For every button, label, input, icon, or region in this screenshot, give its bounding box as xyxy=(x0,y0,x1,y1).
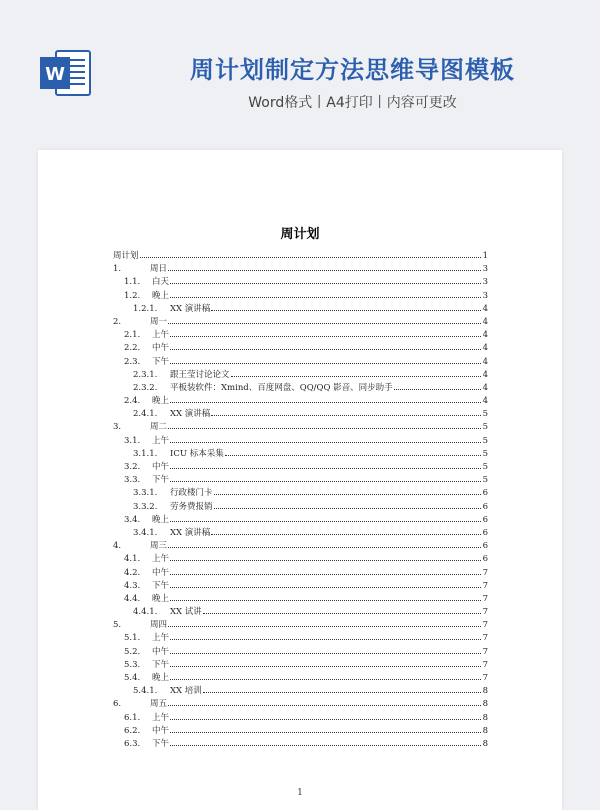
toc-entry-page: 5 xyxy=(482,409,488,420)
toc-entry-number: 3.2. xyxy=(124,462,141,472)
toc-dot-leader xyxy=(168,421,481,429)
toc-entry[interactable] xyxy=(113,394,488,407)
toc-entry-text: 行政楼门卡 xyxy=(170,488,213,499)
toc-entry-text: 晚上 xyxy=(152,290,170,301)
toc-entry-number: 6. xyxy=(113,699,122,710)
toc-entry[interactable] xyxy=(113,605,488,618)
toc-entry-text: 周计划 xyxy=(113,251,139,261)
toc-entry-text: 周五 xyxy=(150,699,168,710)
toc-entry[interactable] xyxy=(113,684,488,697)
toc-entry[interactable] xyxy=(113,407,488,420)
toc-entry[interactable] xyxy=(113,368,488,381)
toc-entry[interactable] xyxy=(113,724,488,737)
toc-entry[interactable] xyxy=(113,658,488,671)
toc-entry[interactable] xyxy=(113,420,488,433)
toc-entry-number: 3.3.1. xyxy=(133,488,158,499)
toc-entry-text: XX 试讲 xyxy=(170,607,202,618)
page-number: 1 xyxy=(297,788,303,798)
toc-entry-text: 上午 xyxy=(152,633,170,644)
toc-entry-text: XX 演讲稿 xyxy=(170,303,211,314)
toc-dot-leader xyxy=(168,619,481,627)
toc-entry[interactable] xyxy=(113,737,488,750)
toc-dot-leader xyxy=(170,342,481,350)
toc-entry-text: 平板装软件：Xmind、百度网盘、QQ/QQ 影音、同步助手 xyxy=(170,382,393,393)
toc-entry-number: 1.1. xyxy=(124,277,141,288)
toc-dot-leader xyxy=(170,290,481,298)
toc-entry-text: 劳务费报销 xyxy=(170,501,213,512)
toc-entry-number: 4.1. xyxy=(124,554,141,565)
toc-dot-leader xyxy=(211,408,481,416)
toc-dot-leader xyxy=(170,553,481,561)
toc-dot-leader xyxy=(211,527,481,535)
toc-dot-leader xyxy=(170,276,481,284)
toc-entry-number: 3.4.1. xyxy=(133,527,158,538)
word-icon-letter: W xyxy=(45,64,65,85)
toc-dot-leader xyxy=(170,474,481,482)
toc-entry-text: 上午 xyxy=(152,554,170,565)
toc-entry-page: 6 xyxy=(482,501,488,512)
toc-entry-text: 下午 xyxy=(152,659,170,670)
toc-entry-text: 晚上 xyxy=(152,396,170,407)
toc-dot-leader xyxy=(170,580,481,588)
toc-entry-page: 4 xyxy=(482,303,488,314)
toc-entry-page: 7 xyxy=(482,646,488,657)
toc-dot-leader xyxy=(231,369,481,377)
toc-entry-number: 1.2.1. xyxy=(133,303,158,314)
toc-entry-number: 4.4.1. xyxy=(133,607,158,618)
toc-dot-leader xyxy=(170,659,481,667)
toc-entry-number: 3.1. xyxy=(124,435,141,446)
toc-entry-number: 5.4. xyxy=(124,673,141,683)
toc-entry-page: 4 xyxy=(482,316,488,327)
toc-entry-number: 5.3. xyxy=(124,659,141,670)
toc-dot-leader xyxy=(170,395,481,403)
toc-entry-text: 中午 xyxy=(152,343,170,354)
toc-entry-page: 5 xyxy=(482,475,488,486)
toc-entry-page: 7 xyxy=(482,673,488,683)
toc-entry-text: 上午 xyxy=(152,330,170,341)
toc-entry-page: 6 xyxy=(482,527,488,538)
toc-dot-leader xyxy=(170,725,481,733)
toc-entry-number: 6.3. xyxy=(124,738,141,749)
toc-entry-page: 6 xyxy=(482,488,488,499)
toc-entry-number: 2.4.1. xyxy=(133,409,158,420)
toc-entry-page: 7 xyxy=(482,607,488,618)
toc-entry-page: 6 xyxy=(482,514,488,525)
toc-entry-text: 周一 xyxy=(150,316,168,327)
toc-entry-text: 下午 xyxy=(152,356,170,367)
toc-entry[interactable] xyxy=(113,526,488,539)
toc-entry-text: ICU 标本采集 xyxy=(170,448,224,459)
toc-entry-number: 5. xyxy=(113,620,122,631)
toc-dot-leader xyxy=(225,448,481,456)
toc-entry-text: 中午 xyxy=(152,462,170,472)
header-title: 周计划制定方法思维导图模板 xyxy=(190,56,515,84)
toc-entry-text: 上午 xyxy=(152,712,170,723)
toc-entry-page: 7 xyxy=(482,659,488,670)
toc-entry[interactable] xyxy=(113,328,488,341)
toc-entry[interactable] xyxy=(113,697,488,710)
toc-entry[interactable] xyxy=(113,552,488,565)
toc-entry-page: 8 xyxy=(482,712,488,723)
toc-entry-page: 8 xyxy=(482,738,488,749)
toc-dot-leader xyxy=(170,593,481,601)
toc-entry-page: 4 xyxy=(482,396,488,407)
toc-entry[interactable] xyxy=(113,447,488,460)
header-subtitle: Word格式丨A4打印丨内容可更改 xyxy=(248,95,457,111)
toc-dot-leader xyxy=(168,263,481,271)
toc-entry-page: 4 xyxy=(482,356,488,367)
toc-entry-number: 4.3. xyxy=(124,580,141,591)
toc-entry-page: 6 xyxy=(482,554,488,565)
toc-entry-text: 下午 xyxy=(152,738,170,749)
toc-dot-leader xyxy=(211,303,481,311)
toc-entry-number: 2.3.1. xyxy=(133,369,158,380)
toc-dot-leader xyxy=(168,540,481,548)
toc-entry-text: 周四 xyxy=(150,620,168,631)
toc-entry-text: XX 培训 xyxy=(170,686,202,697)
toc-entry-number: 5.4.1. xyxy=(133,686,158,697)
toc-entry-page: 4 xyxy=(482,330,488,341)
toc-entry[interactable] xyxy=(113,579,488,592)
toc-entry-page: 5 xyxy=(482,422,488,433)
toc-entry-number: 2.2. xyxy=(124,343,141,354)
toc-entry-page: 5 xyxy=(482,462,488,472)
toc-entry-number: 3.1.1. xyxy=(133,448,158,459)
toc-entry-page: 8 xyxy=(482,725,488,736)
toc-entry[interactable] xyxy=(113,262,488,275)
toc-entry-page: 3 xyxy=(482,277,488,288)
toc-entry-text: 周二 xyxy=(150,422,168,433)
toc-entry[interactable] xyxy=(113,381,488,394)
toc-entry-number: 2.4. xyxy=(124,396,141,407)
toc-entry-number: 4. xyxy=(113,541,122,552)
toc-entry[interactable] xyxy=(113,355,488,368)
toc-entry-text: 中午 xyxy=(152,646,170,657)
toc-entry[interactable] xyxy=(113,289,488,302)
toc-entry-text: 跟王莹讨论论文 xyxy=(170,369,230,380)
toc-dot-leader xyxy=(168,316,481,324)
toc-entry-number: 4.2. xyxy=(124,567,141,578)
toc-entry-page: 6 xyxy=(482,541,488,552)
toc-dot-leader xyxy=(170,329,481,337)
toc-entry-number: 3.3. xyxy=(124,475,141,486)
toc-entry-number: 3. xyxy=(113,422,122,433)
toc-entry-text: 周日 xyxy=(150,264,168,275)
toc-entry[interactable] xyxy=(113,566,488,579)
toc-dot-leader xyxy=(170,672,481,680)
toc-entry[interactable] xyxy=(113,460,488,473)
toc-entry-page: 7 xyxy=(482,620,488,631)
toc-entry[interactable] xyxy=(113,249,488,262)
toc-entry-text: XX 演讲稿 xyxy=(170,409,211,420)
toc-entry[interactable] xyxy=(113,645,488,658)
toc-entry-number: 5.2. xyxy=(124,646,141,657)
toc-dot-leader xyxy=(214,487,481,495)
toc-entry-text: XX 演讲稿 xyxy=(170,527,211,538)
toc-entry[interactable] xyxy=(113,315,488,328)
toc-entry-number: 3.4. xyxy=(124,514,141,525)
toc-entry-text: 下午 xyxy=(152,580,170,591)
toc-dot-leader xyxy=(140,250,481,258)
toc-entry-number: 6.2. xyxy=(124,725,141,736)
toc-entry-text: 下午 xyxy=(152,475,170,486)
toc-dot-leader xyxy=(170,514,481,522)
toc-dot-leader xyxy=(170,461,481,469)
toc-entry-text: 晚上 xyxy=(152,514,170,525)
toc-entry[interactable] xyxy=(113,302,488,315)
toc-entry-text: 晚上 xyxy=(152,593,170,604)
toc-entry-page: 8 xyxy=(482,699,488,710)
toc-entry-page: 4 xyxy=(482,382,488,393)
toc-dot-leader xyxy=(170,646,481,654)
toc-entry-text: 晚上 xyxy=(152,673,170,683)
document-title: 周计划 xyxy=(280,227,320,242)
toc-entry[interactable] xyxy=(113,500,488,513)
word-icon xyxy=(38,45,94,101)
toc-entry-page: 4 xyxy=(482,369,488,380)
toc-entry-number: 3.3.2. xyxy=(133,501,158,512)
toc-entry-page: 7 xyxy=(482,567,488,578)
toc-entry[interactable] xyxy=(113,486,488,499)
document-page xyxy=(38,150,562,810)
toc-entry-text: 白天 xyxy=(152,277,170,288)
toc-entry-number: 6.1. xyxy=(124,712,141,723)
toc-entry-text: 中午 xyxy=(152,567,170,578)
toc-dot-leader xyxy=(170,712,481,720)
toc-entry-page: 1 xyxy=(482,251,488,261)
toc-dot-leader xyxy=(203,685,481,693)
toc-entry[interactable] xyxy=(113,671,488,684)
toc-entry[interactable] xyxy=(113,473,488,486)
toc-entry-number: 1.2. xyxy=(124,290,141,301)
toc-entry-page: 3 xyxy=(482,264,488,275)
toc-dot-leader xyxy=(170,632,481,640)
toc-dot-leader xyxy=(170,567,481,575)
toc-dot-leader xyxy=(203,606,481,614)
toc-entry[interactable] xyxy=(113,341,488,354)
toc-dot-leader xyxy=(170,738,481,746)
toc-dot-leader xyxy=(170,435,481,443)
toc-dot-leader xyxy=(168,698,481,706)
toc-entry-number: 5.1. xyxy=(124,633,141,644)
toc-entry[interactable] xyxy=(113,434,488,447)
toc-entry-number: 2.3.2. xyxy=(133,382,158,393)
toc-entry-number: 2. xyxy=(113,316,122,327)
toc-entry-page: 5 xyxy=(482,448,488,459)
toc-entry-number: 4.4. xyxy=(124,593,141,604)
toc-entry-page: 7 xyxy=(482,580,488,591)
toc-entry-page: 7 xyxy=(482,593,488,604)
toc-entry-page: 5 xyxy=(482,435,488,446)
toc-dot-leader xyxy=(170,356,481,364)
toc-entry-page: 3 xyxy=(482,290,488,301)
toc-entry-number: 1. xyxy=(113,264,122,275)
toc-dot-leader xyxy=(394,382,481,390)
toc-entry-page: 7 xyxy=(482,633,488,644)
toc-entry[interactable] xyxy=(113,275,488,288)
toc-entry[interactable] xyxy=(113,631,488,644)
toc-entry[interactable] xyxy=(113,539,488,552)
toc-entry-number: 2.3. xyxy=(124,356,141,367)
toc-entry[interactable] xyxy=(113,618,488,631)
toc-entry[interactable] xyxy=(113,513,488,526)
toc-entry[interactable] xyxy=(113,592,488,605)
toc-entry-page: 8 xyxy=(482,686,488,697)
toc-dot-leader xyxy=(214,501,481,509)
toc-entry-text: 周三 xyxy=(150,541,168,552)
toc-entry-text: 中午 xyxy=(152,725,170,736)
toc-entry-page: 4 xyxy=(482,343,488,354)
toc-entry-number: 2.1. xyxy=(124,330,141,341)
toc-entry-text: 上午 xyxy=(152,435,170,446)
table-of-contents xyxy=(113,249,488,750)
toc-entry[interactable] xyxy=(113,711,488,724)
